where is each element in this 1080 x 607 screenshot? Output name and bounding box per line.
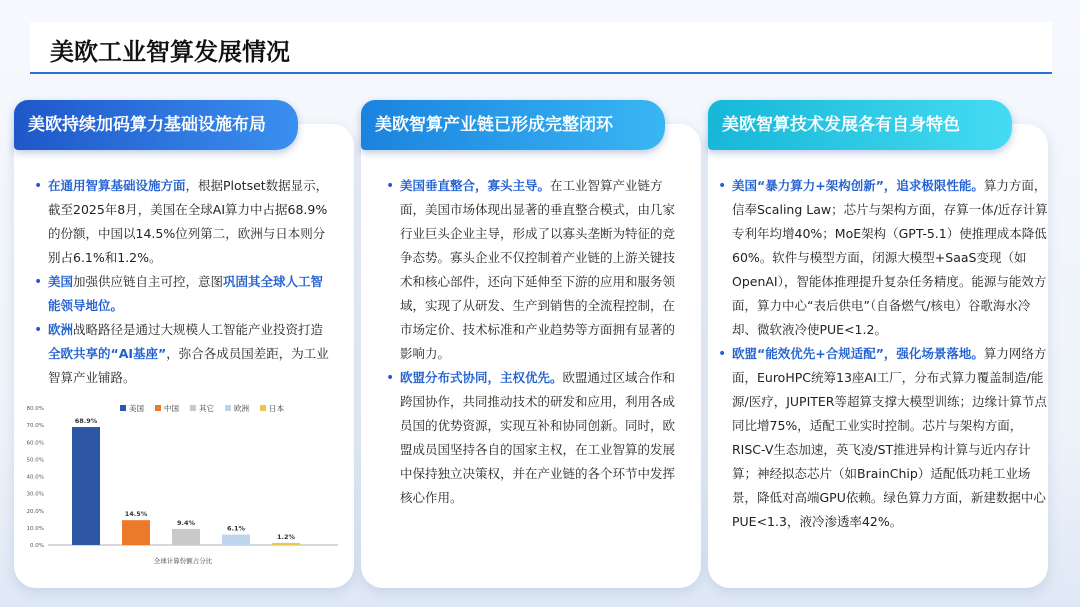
- y-tick-label: 60.0%: [26, 440, 44, 447]
- legend-swatch: [260, 405, 266, 411]
- y-tick-label: 80.0%: [26, 406, 44, 412]
- legend-label: 欧洲: [234, 404, 249, 413]
- data-label: 1.2%: [276, 532, 296, 541]
- y-tick-label: 20.0%: [26, 508, 44, 515]
- list-item: • 欧盟分布式协同，主权优先。欧盟通过区域合作和跨国协作，共同推动技术的研发和应用，利用各成员国的优势资源，实现互补和协同创新。同时，欧盟成员国坚持各自的国家主权，在工业智算的发展中保持独立决策权，并在产业链的各个环节中发挥核心作用。: [384, 366, 680, 510]
- data-label: 68.9%: [74, 417, 98, 426]
- x-axis-label: 全球计算份额占分比: [153, 557, 213, 565]
- bar-4: [222, 535, 250, 545]
- list-item: • 欧洲战略路径是通过大规模人工智能产业投资打造全欧共享的“AI基座”，弥合各成员国差距，为工业智算产业铺路。: [32, 318, 334, 390]
- legend-label: 日本: [269, 404, 284, 413]
- card-industry-chain-content: [384, 174, 680, 510]
- legend-label: 其它: [199, 404, 214, 413]
- list-item: • 在通用智算基础设施方面，根据Plotset数据显示，截至2025年8月，美国在全球AI算力中占据68.9%的份额，中国以14.5%位列第二，欧洲与日本则分别占6.1%和1.2%。: [32, 174, 334, 270]
- list-item: • 美国“暴力算力+架构创新”，追求极限性能。算力方面，信奉Scaling Law；芯片与架构方面，存算一体/近存计算专利年均增40%；MoE架构（GPT-5.1）使推理成本降低60%。软件与模型方面，闭源大模型+SaaS变现（如OpenAI），智能体推理提升复杂任务精度。能源与能效方面，算力中心“表后供电”（自备燃气/核电）谷歌海水冷却、微软液冷使PUE<1.2。: [716, 174, 1050, 342]
- y-tick-label: 70.0%: [26, 423, 44, 430]
- ai-compute-share-chart: [20, 400, 342, 570]
- y-tick-label: 0.0%: [30, 543, 44, 549]
- legend-swatch: [155, 405, 161, 411]
- card-industry-chain-header: 美欧智算产业链已形成完整闭环: [361, 100, 665, 150]
- list-item: • 美国加强供应链自主可控，意图巩固其全球人工智能领导地位。: [32, 270, 334, 318]
- list-item: • 美国垂直整合，寡头主导。在工业智算产业链方面，美国市场体现出显著的垂直整合模式，由几家行业巨头企业主导，形成了以寡头垄断为特征的竞争态势。寡头企业不仅控制着产业链的上游关键技术和核心部件，还向下延伸至下游的应用和服务领域，实现了从研发、生产到销售的全流程控制，在市场定价、技术标准和产业趋势等方面拥有显著的影响力。: [384, 174, 680, 366]
- data-label: 6.1%: [226, 524, 246, 533]
- y-tick-label: 40.0%: [26, 474, 44, 481]
- bar-2: [122, 520, 150, 545]
- legend-swatch: [120, 405, 126, 411]
- card-tech-features-header: 美欧智算技术发展各有自身特色: [708, 100, 1012, 150]
- page-title: 美欧工业智算发展情况: [50, 38, 290, 66]
- bar-3: [172, 529, 200, 545]
- list-item: • 欧盟“能效优先+合规适配”，强化场景落地。算力网络方面，EuroHPC统筹13座AI工厂，分布式算力覆盖制造/能源/医疗，JUPITER等超算支撑大模型训练；边缘计算节点同比增75%，适配工业实时控制。芯片与架构方面，RISC-V生态加速，英飞凌/ST推进异构计算与近内存计算；神经拟态芯片（如BrainChip）适配低功耗工业场景，降低对高端GPU依赖。绿色算力方面，新建数据中心PUE<1.3，液冷渗透率42%。: [716, 342, 1050, 534]
- bar-5: [272, 543, 300, 545]
- card-infrastructure-header: 美欧持续加码算力基础设施布局: [14, 100, 298, 150]
- y-tick-label: 10.0%: [26, 525, 44, 532]
- title-bar: [30, 22, 1052, 74]
- legend-swatch: [225, 405, 231, 411]
- data-label: 14.5%: [124, 510, 148, 519]
- y-tick-label: 30.0%: [26, 491, 44, 498]
- data-label: 9.4%: [176, 518, 196, 527]
- card-tech-features-content: [716, 174, 1050, 534]
- chart-svg: [20, 400, 342, 570]
- card-infrastructure-content: [32, 174, 334, 390]
- bar-1: [72, 427, 100, 545]
- legend-swatch: [190, 405, 196, 411]
- legend-label: 美国: [129, 404, 144, 413]
- legend-label: 中国: [164, 404, 179, 413]
- y-tick-label: 50.0%: [26, 457, 44, 464]
